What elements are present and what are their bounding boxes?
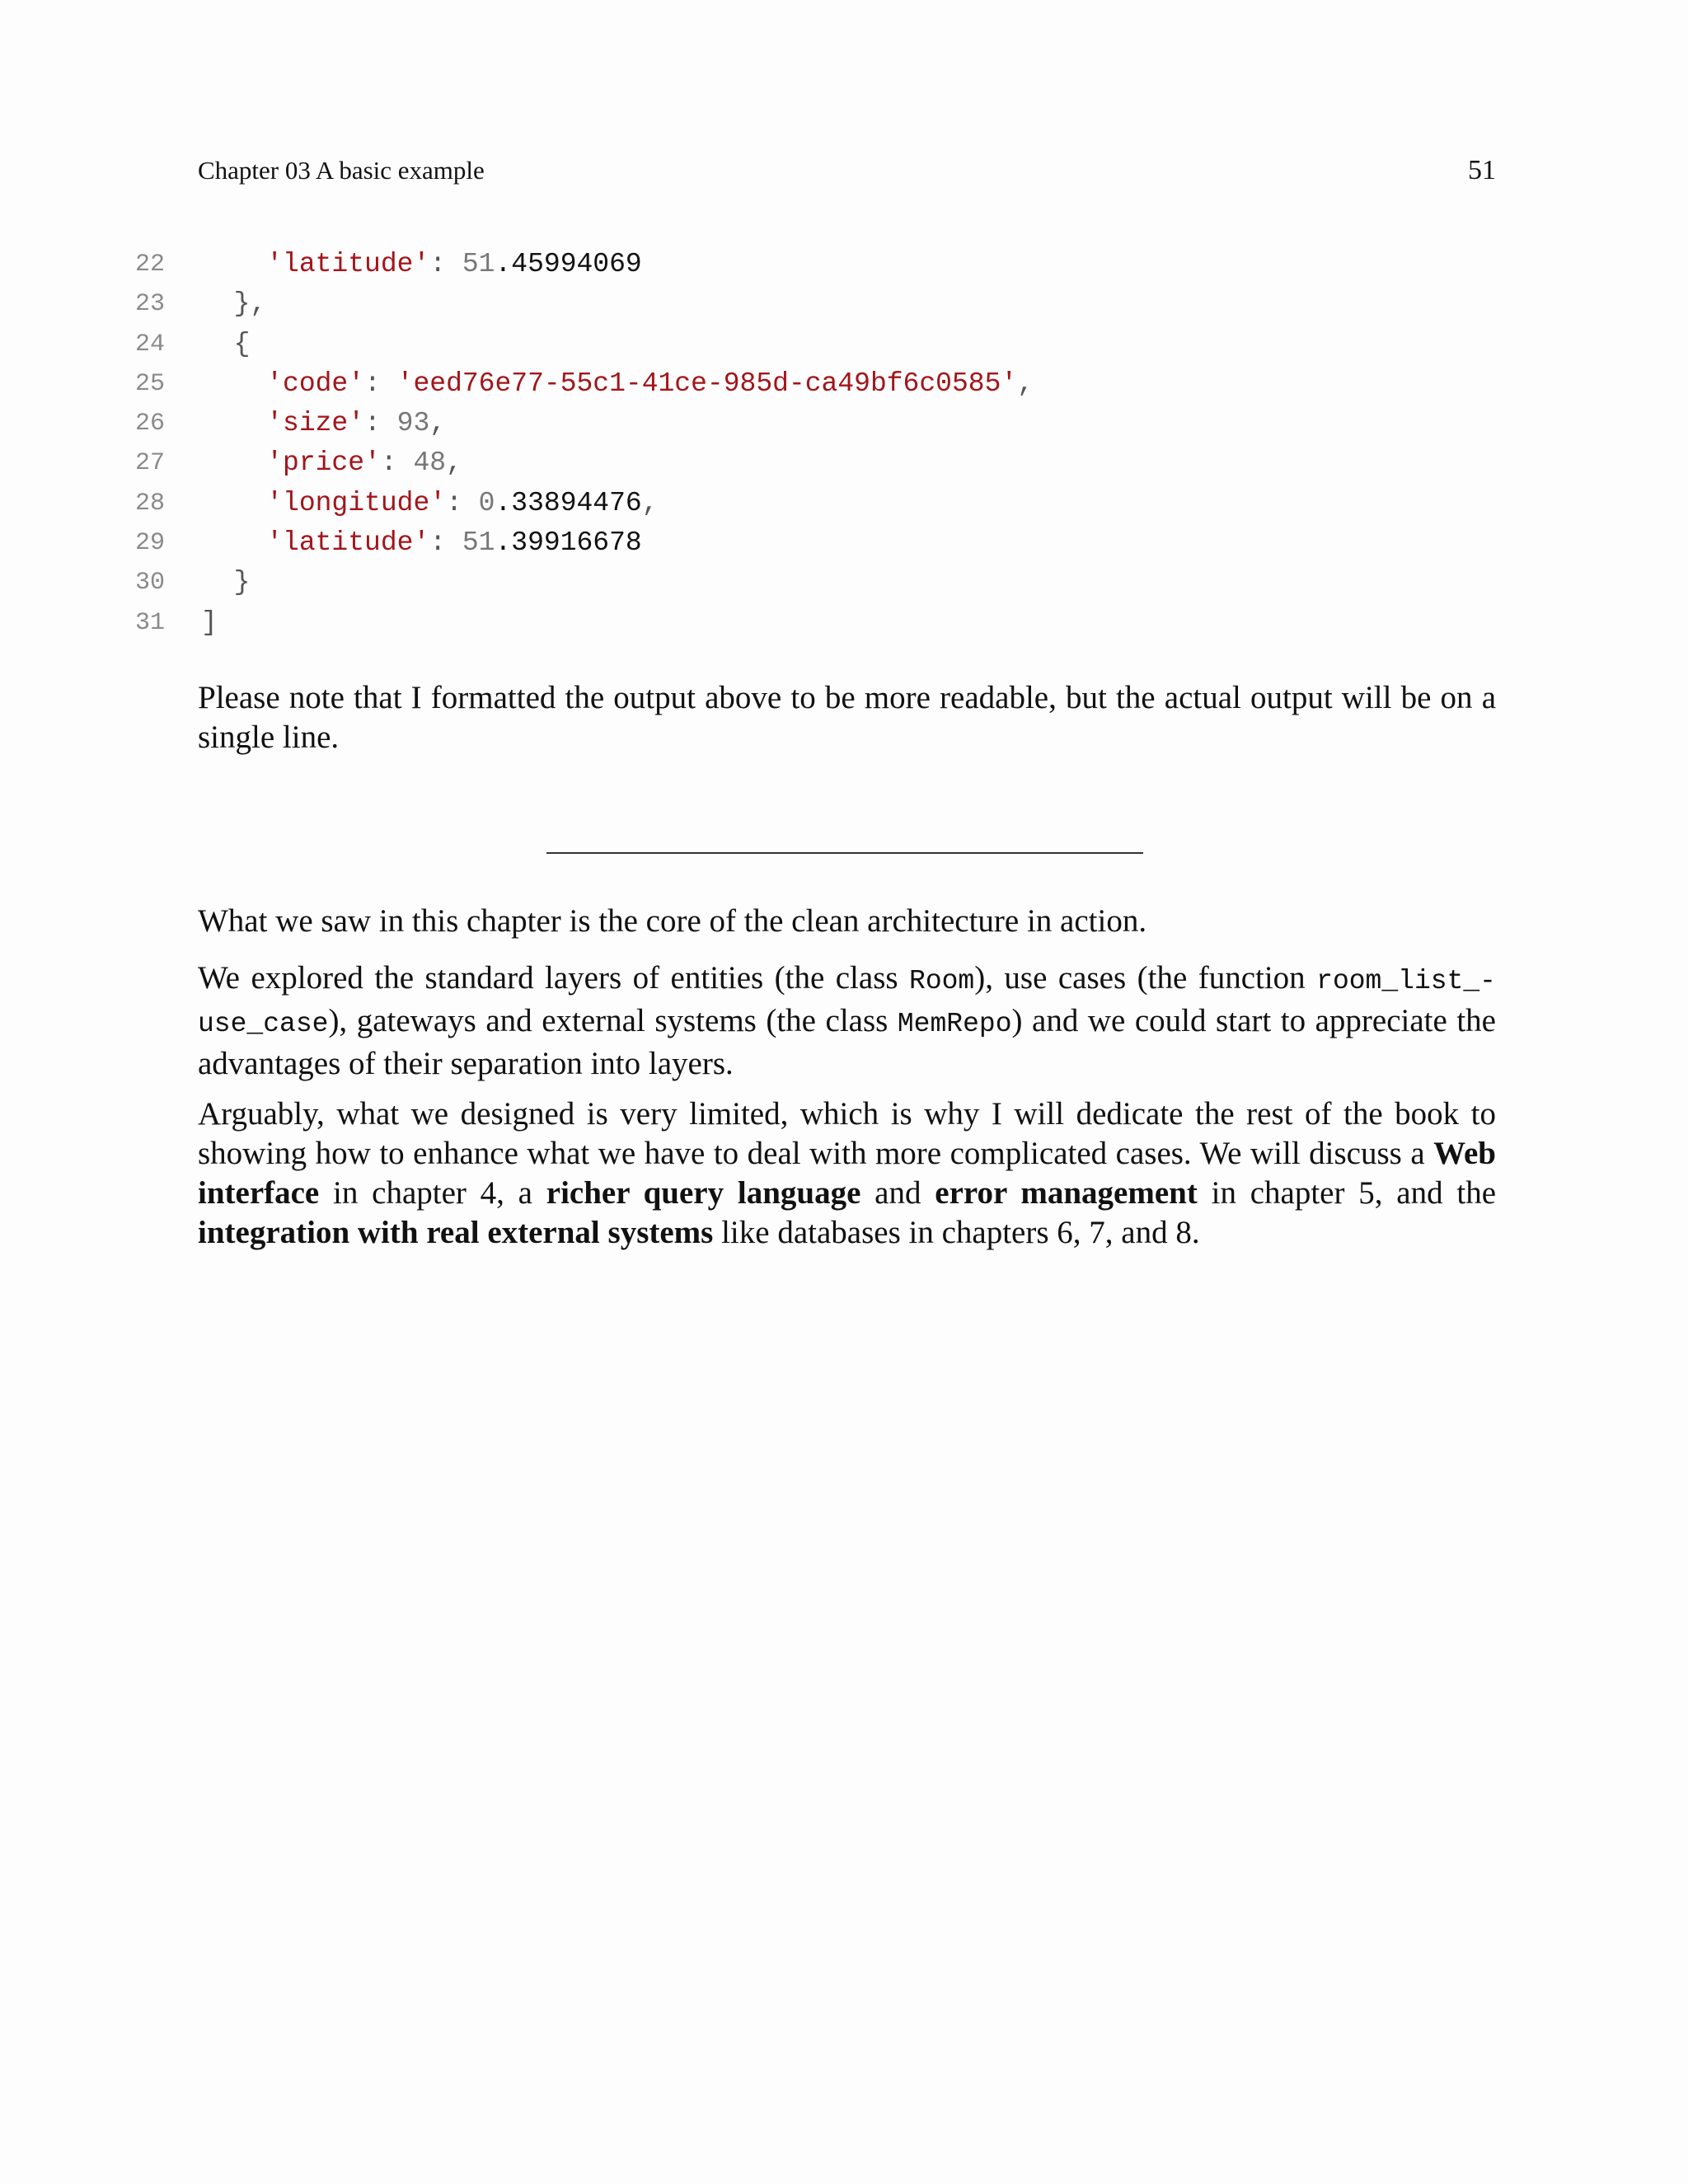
code-comma: , — [429, 408, 447, 439]
code-line — [0, 563, 1688, 602]
code-text — [201, 245, 642, 284]
line-number: 30 — [134, 569, 165, 598]
code-key: 'longitude' — [266, 487, 447, 518]
code-indent — [201, 527, 266, 558]
code-text — [201, 404, 446, 443]
code-number-int: 0 — [478, 487, 495, 518]
code-indent — [201, 488, 266, 518]
line-number: 25 — [134, 369, 165, 398]
code-text — [201, 325, 250, 364]
code-comma: , — [446, 448, 462, 479]
page-number: 51 — [1468, 155, 1496, 185]
code-line — [0, 284, 1688, 324]
text-run: in chapter 5, and the — [1197, 1175, 1497, 1211]
code-sep: : — [380, 448, 414, 479]
code-number-int: 51 — [462, 249, 495, 279]
line-number: 29 — [134, 529, 165, 558]
code-sep: : — [429, 249, 462, 279]
code-line — [0, 325, 1688, 364]
code-punct: } — [201, 567, 251, 598]
code-sep: : — [446, 487, 479, 518]
code-indent — [201, 249, 266, 279]
line-number: 24 — [134, 330, 165, 359]
line-number: 26 — [134, 410, 165, 438]
code-string: 'eed76e77-55c1-41ce-985d-ca49bf6c0585' — [396, 368, 1018, 399]
code-sep: : — [429, 527, 462, 559]
code-number-frac: .33894476 — [495, 487, 642, 518]
code-punct: }, — [201, 288, 267, 320]
text-run: ), gateways and external systems (the class — [328, 1003, 898, 1038]
code-number-int: 93 — [396, 408, 430, 439]
code-line — [0, 443, 1688, 483]
code-line — [0, 523, 1688, 563]
code-line — [0, 603, 1688, 643]
inline-code: room_list_-use_case — [198, 966, 1496, 1039]
code-line — [0, 364, 1688, 404]
bold-term: error management — [935, 1175, 1198, 1211]
code-key: 'latitude' — [266, 249, 430, 279]
text-run: ) and we could start to appreciate the advantages of their separation into layers. — [198, 1003, 1496, 1081]
code-indent — [201, 448, 266, 478]
inline-code: MemRepo — [897, 1009, 1012, 1039]
line-number: 23 — [134, 290, 165, 319]
code-text — [201, 364, 1034, 404]
code-indent — [201, 408, 266, 438]
code-key: 'code' — [266, 368, 365, 399]
code-text — [201, 443, 462, 483]
code-block — [0, 245, 1688, 643]
bold-term: integration with real external systems — [198, 1215, 714, 1250]
bold-term: richer query language — [546, 1175, 861, 1211]
line-number: 22 — [134, 251, 165, 279]
page-header — [198, 155, 1496, 186]
summary-paragraph-1: What we saw in this chapter is the core of the clean architecture in action. — [198, 903, 1147, 939]
code-comma: , — [641, 487, 659, 518]
code-text — [201, 523, 642, 563]
section-divider — [546, 852, 1143, 854]
code-key: 'price' — [266, 448, 381, 479]
code-punct: ] — [201, 607, 218, 638]
code-text — [201, 603, 218, 643]
code-key: 'size' — [266, 408, 365, 439]
code-number-int: 51 — [462, 527, 495, 559]
inline-code: Room — [909, 966, 975, 996]
code-number-int: 48 — [413, 448, 447, 479]
code-number-frac: .45994069 — [495, 249, 642, 279]
text-run: like databases in chapters 6, 7, and 8. — [713, 1215, 1200, 1250]
code-text — [201, 484, 659, 523]
code-number-frac: .39916678 — [495, 527, 642, 559]
text-run: and — [860, 1175, 935, 1211]
code-comma: , — [1017, 368, 1034, 399]
line-number: 31 — [134, 608, 165, 637]
text-run: We explored the standard layers of entities (the class — [198, 960, 910, 996]
text-run: Arguably, what we designed is very limited, which is why I will dedicate the rest of the book to showing how to enhance what we have to deal with more complicated cases. We will discuss a — [198, 1096, 1496, 1171]
code-key: 'latitude' — [266, 527, 430, 559]
code-sep: : — [364, 408, 397, 439]
code-punct: { — [201, 328, 251, 359]
code-line — [0, 484, 1688, 523]
code-line — [0, 245, 1688, 284]
summary-paragraph-3 — [198, 1094, 1496, 1253]
code-line — [0, 404, 1688, 443]
text-run: in chapter 4, a — [319, 1175, 546, 1211]
code-text — [201, 563, 250, 602]
code-indent — [201, 368, 266, 399]
chapter-title: Chapter 03 A basic example — [198, 156, 485, 185]
code-sep: : — [364, 368, 397, 399]
summary-paragraph-2 — [198, 958, 1496, 1084]
line-number: 28 — [134, 489, 165, 518]
text-run: ), use cases (the function — [974, 960, 1317, 996]
note-paragraph: Please note that I formatted the output above to be more readable, but the actual output will be on a single line. — [198, 680, 1496, 755]
bold-term: Web interface — [198, 1136, 1496, 1211]
line-number: 27 — [134, 449, 165, 478]
code-text — [201, 284, 266, 324]
